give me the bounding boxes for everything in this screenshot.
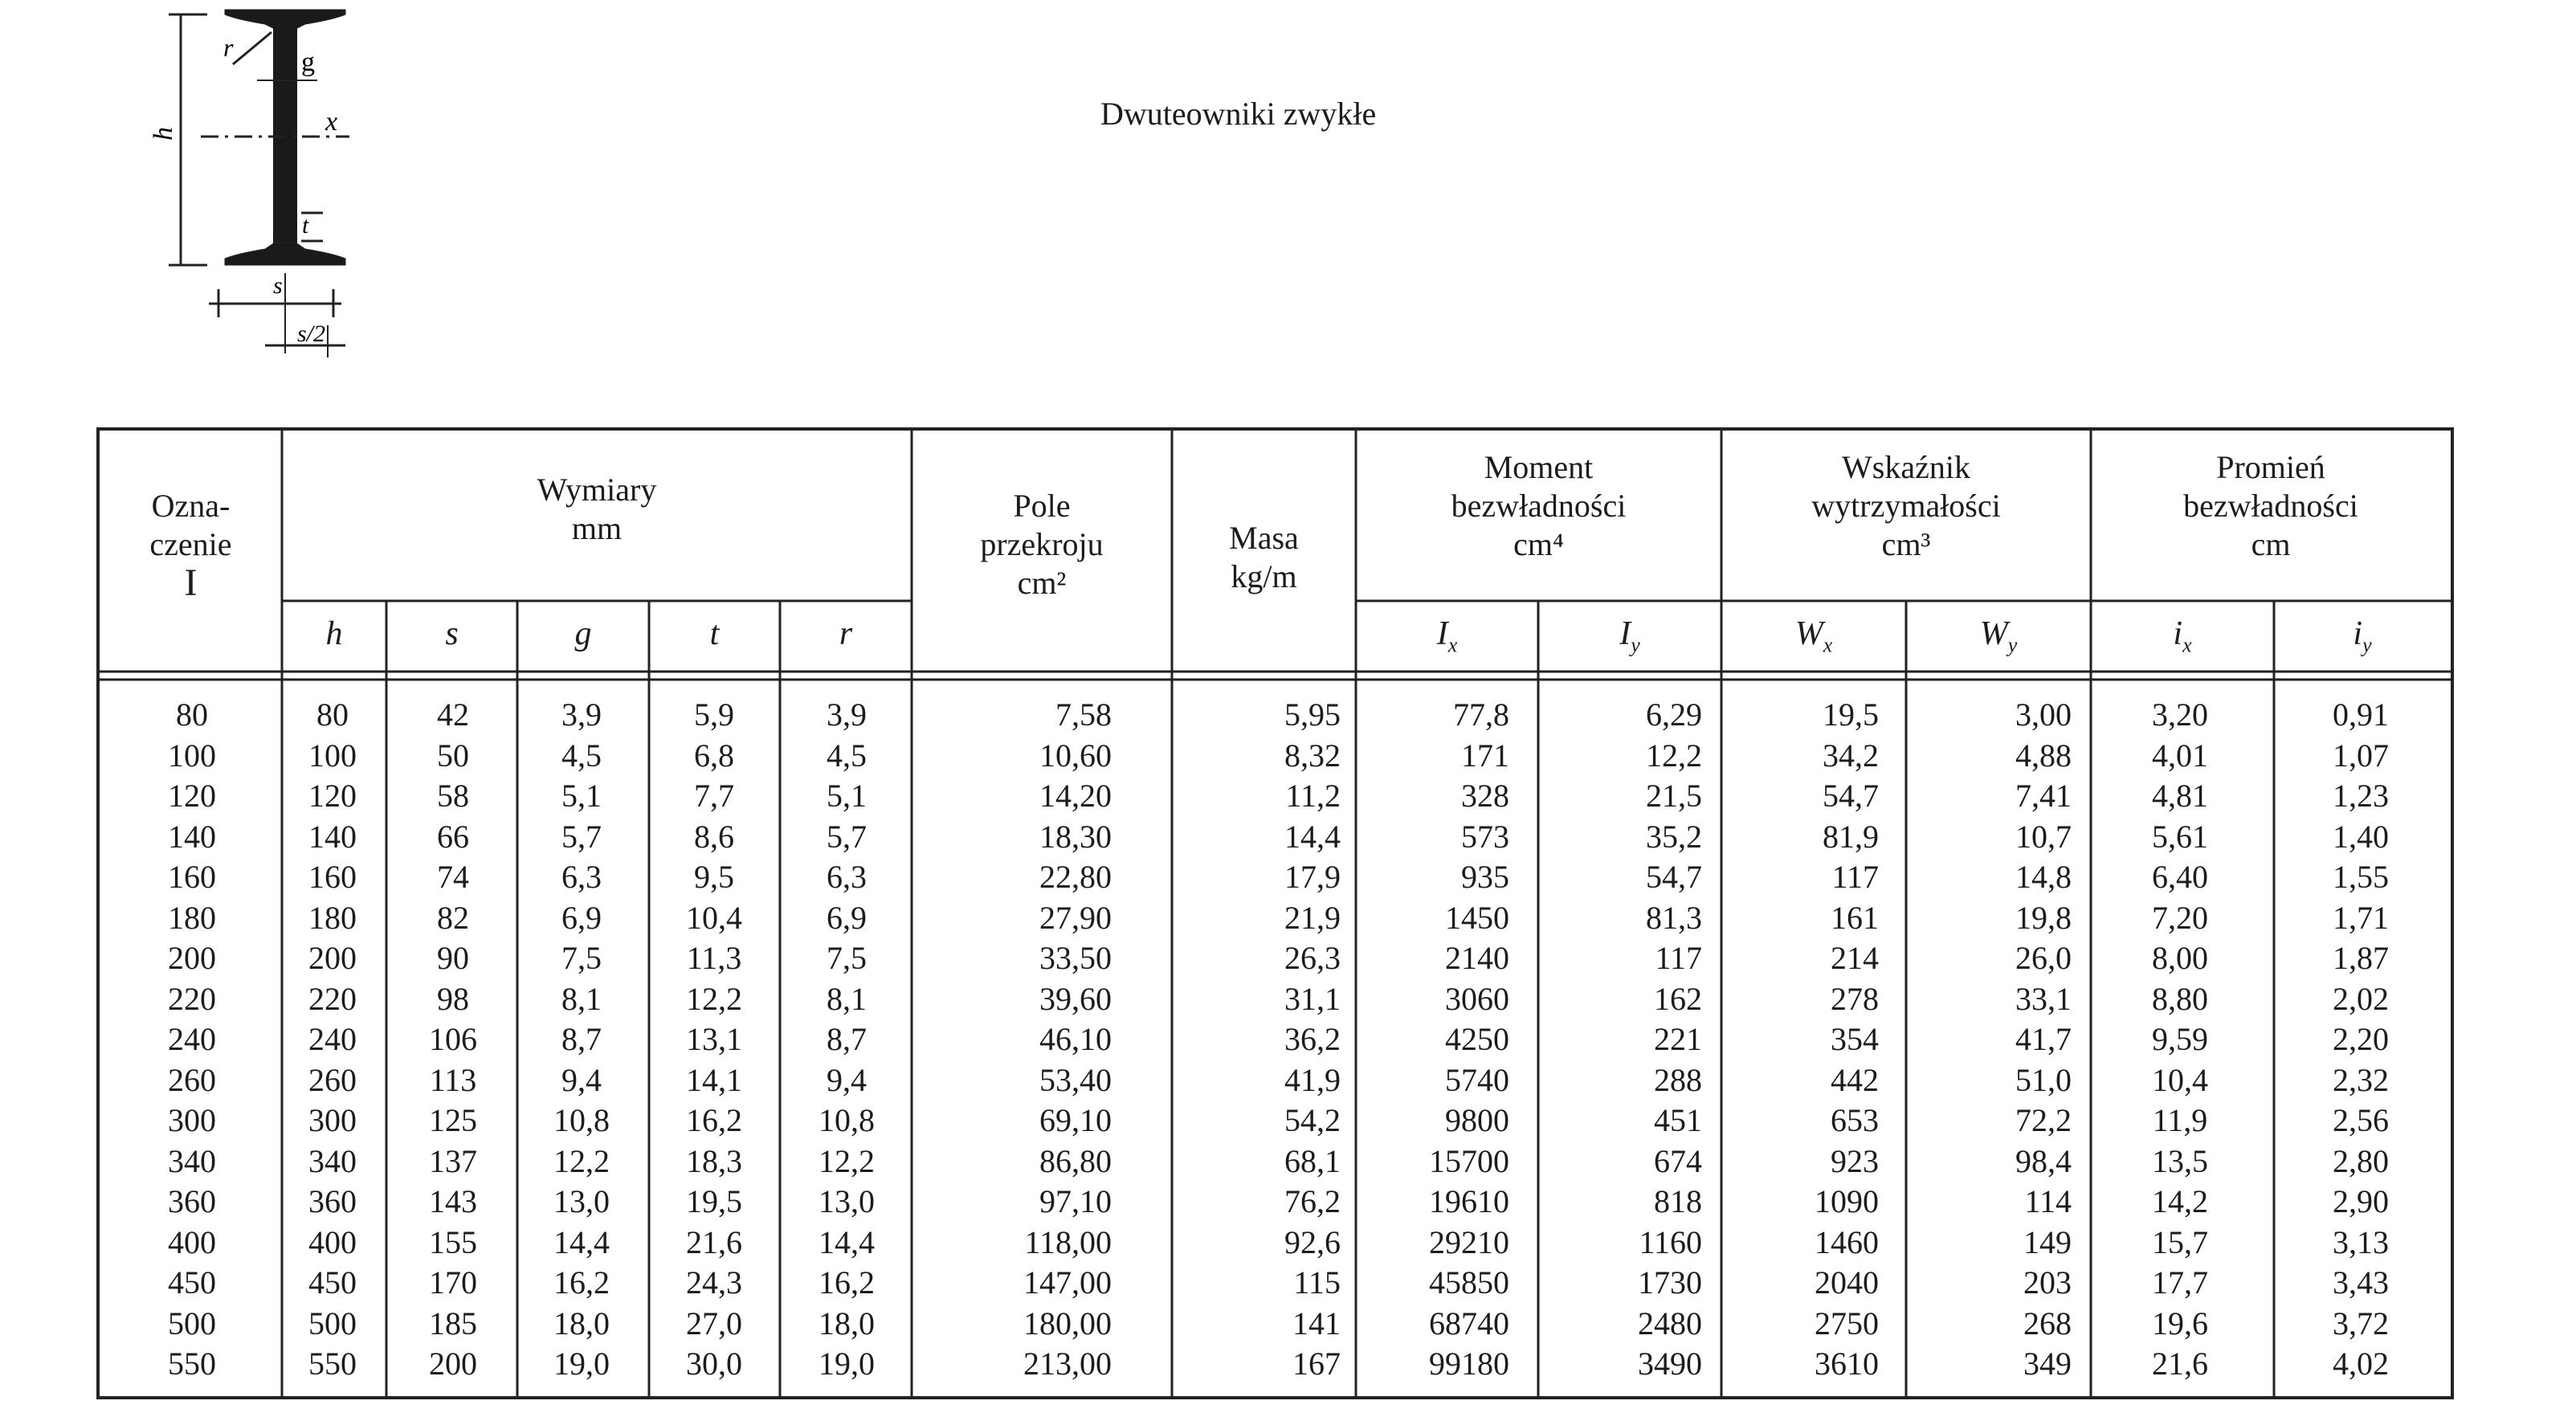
table-row <box>100 939 2451 979</box>
cell-h: 260 <box>308 1061 357 1098</box>
cell-iy-moment: 674 <box>1654 1142 1702 1179</box>
cell-mass: 36,2 <box>1284 1021 1341 1057</box>
cell-wy: 72,2 <box>2015 1102 2072 1138</box>
cell-designation: 500 <box>168 1305 216 1342</box>
cell-s: 98 <box>437 980 469 1017</box>
cell-area: 7,58 <box>1055 696 1112 733</box>
cell-iy-moment: 81,3 <box>1646 899 1702 936</box>
subheader-s: s <box>445 615 459 652</box>
cell-g: 10,8 <box>553 1102 610 1138</box>
cell-mass: 8,32 <box>1284 737 1341 774</box>
table-row <box>100 899 2451 939</box>
cell-ix-radius: 4,01 <box>2152 737 2208 774</box>
cell-r: 5,7 <box>827 818 867 855</box>
cell-area: 147,00 <box>1023 1264 1112 1301</box>
cell-ix-moment: 4250 <box>1445 1021 1509 1057</box>
cell-s: 90 <box>437 940 469 976</box>
cell-ix-radius: 13,5 <box>2152 1142 2208 1179</box>
cell-mass: 26,3 <box>1284 940 1341 976</box>
cell-designation: 360 <box>168 1183 216 1219</box>
cell-ix-radius: 15,7 <box>2152 1223 2208 1260</box>
cell-ix-moment: 5740 <box>1445 1061 1509 1098</box>
cell-wy: 14,8 <box>2015 859 2072 895</box>
cell-g: 9,4 <box>561 1061 602 1098</box>
cell-ix-moment: 2140 <box>1445 940 1509 976</box>
cell-g: 3,9 <box>561 696 602 733</box>
cell-wx: 653 <box>1831 1102 1879 1138</box>
cell-r: 5,1 <box>827 778 867 814</box>
cell-r: 3,9 <box>827 696 867 733</box>
cell-t: 9,5 <box>694 859 734 895</box>
cell-iy-radius: 2,80 <box>2333 1142 2389 1179</box>
cell-r: 8,7 <box>827 1021 867 1057</box>
cell-s: 125 <box>429 1102 477 1138</box>
cell-iy-radius: 2,20 <box>2333 1021 2389 1057</box>
cell-wy: 268 <box>2023 1305 2072 1342</box>
cell-g: 14,4 <box>553 1223 610 1260</box>
cell-ix-moment: 29210 <box>1429 1223 1509 1260</box>
label-x: x <box>325 107 338 137</box>
cell-ix-radius: 17,7 <box>2152 1264 2208 1301</box>
cell-wy: 41,7 <box>2015 1021 2072 1057</box>
label-g: g <box>301 47 315 77</box>
label-s: s <box>273 272 283 299</box>
cell-r: 6,3 <box>827 859 867 895</box>
cell-iy-radius: 1,55 <box>2333 859 2389 895</box>
cell-h: 80 <box>316 696 349 733</box>
cell-g: 13,0 <box>553 1183 610 1219</box>
cell-wx: 161 <box>1831 899 1879 936</box>
cell-wy: 26,0 <box>2015 940 2072 976</box>
cell-r: 4,5 <box>827 737 867 774</box>
cell-designation: 80 <box>176 696 208 733</box>
cell-r: 6,9 <box>827 899 867 936</box>
table-row <box>100 858 2451 898</box>
cell-ix-moment: 573 <box>1461 818 1509 855</box>
subheader-wx: $W_x$ <box>1794 615 1833 657</box>
header-mass: Masa kg/m <box>1229 520 1299 594</box>
cell-area: 18,30 <box>1039 818 1112 855</box>
cell-wy: 114 <box>2024 1183 2072 1219</box>
cell-iy-moment: 818 <box>1654 1183 1702 1219</box>
subheader-r: r <box>839 615 853 652</box>
cell-iy-radius: 2,90 <box>2333 1183 2389 1219</box>
cell-iy-radius: 3,72 <box>2333 1305 2389 1342</box>
cell-wy: 19,8 <box>2015 899 2072 936</box>
cell-area: 180,00 <box>1023 1305 1112 1342</box>
cell-iy-radius: 2,56 <box>2333 1102 2389 1138</box>
subheader-h: h <box>325 615 343 652</box>
cell-t: 8,6 <box>694 818 734 855</box>
cell-h: 100 <box>308 737 357 774</box>
cell-mass: 167 <box>1292 1346 1341 1382</box>
cell-designation: 400 <box>168 1223 216 1260</box>
page-title: Dwuteowniki zwykłe <box>1100 96 1377 132</box>
header-section-modulus: Wskaźnik wytrzymałości cm³ <box>1811 449 2001 562</box>
cell-iy-radius: 1,40 <box>2333 818 2389 855</box>
cell-designation: 340 <box>168 1142 216 1179</box>
cell-mass: 92,6 <box>1284 1223 1341 1260</box>
cell-iy-radius: 1,23 <box>2333 778 2389 814</box>
header-designation: Ozna- czenie I <box>100 487 282 602</box>
label-s-half: s/2 <box>297 321 326 347</box>
table-row <box>100 980 2451 1020</box>
cell-h: 450 <box>308 1264 357 1301</box>
cell-s: 58 <box>437 778 469 814</box>
cell-t: 14,1 <box>686 1061 742 1098</box>
cell-h: 550 <box>308 1346 357 1382</box>
cell-wx: 214 <box>1831 940 1879 976</box>
cell-s: 137 <box>429 1142 477 1179</box>
cell-s: 155 <box>429 1223 477 1260</box>
cell-iy-moment: 1160 <box>1639 1223 1702 1260</box>
table-row <box>100 1264 2451 1304</box>
table-row <box>100 1223 2451 1264</box>
cell-wy: 33,1 <box>2015 980 2072 1017</box>
table-row <box>100 1020 2451 1060</box>
cell-mass: 14,4 <box>1284 818 1341 855</box>
cell-r: 8,1 <box>827 980 867 1017</box>
cell-area: 97,10 <box>1039 1183 1112 1219</box>
cell-ix-radius: 7,20 <box>2152 899 2208 936</box>
cell-ix-radius: 19,6 <box>2152 1305 2208 1342</box>
cell-iy-moment: 12,2 <box>1646 737 1702 774</box>
cell-area: 39,60 <box>1039 980 1112 1017</box>
cell-designation: 550 <box>168 1346 216 1382</box>
cell-r: 7,5 <box>827 940 867 976</box>
cell-designation: 140 <box>168 818 216 855</box>
cell-wx: 1460 <box>1815 1223 1879 1260</box>
cell-ix-moment: 99180 <box>1429 1346 1509 1382</box>
cell-t: 13,1 <box>686 1021 742 1057</box>
cell-area: 46,10 <box>1039 1021 1112 1057</box>
cell-designation: 200 <box>168 940 216 976</box>
cell-iy-moment: 1730 <box>1638 1264 1702 1301</box>
cell-mass: 141 <box>1292 1305 1341 1342</box>
cell-iy-moment: 35,2 <box>1646 818 1702 855</box>
cell-s: 170 <box>429 1264 477 1301</box>
cell-h: 400 <box>308 1223 357 1260</box>
cell-r: 13,0 <box>819 1183 875 1219</box>
cell-area: 27,90 <box>1039 899 1112 936</box>
subheader-ix-moment: $I_x$ <box>1436 615 1458 657</box>
cell-wy: 203 <box>2023 1264 2072 1301</box>
cell-ix-moment: 935 <box>1461 859 1509 895</box>
cell-r: 18,0 <box>819 1305 875 1342</box>
cell-g: 8,1 <box>561 980 602 1017</box>
cell-h: 120 <box>308 778 357 814</box>
cell-iy-radius: 1,07 <box>2333 737 2389 774</box>
cell-ix-moment: 171 <box>1461 737 1509 774</box>
table-row <box>100 1101 2451 1141</box>
cell-iy-moment: 162 <box>1654 980 1702 1017</box>
cell-mass: 11,2 <box>1285 778 1341 814</box>
cell-s: 82 <box>437 899 469 936</box>
cell-area: 213,00 <box>1023 1346 1112 1382</box>
cell-ix-radius: 14,2 <box>2152 1183 2208 1219</box>
cell-g: 7,5 <box>561 940 602 976</box>
cell-wy: 7,41 <box>2015 778 2072 814</box>
cell-ix-radius: 9,59 <box>2152 1021 2208 1057</box>
cell-s: 42 <box>437 696 469 733</box>
cell-iy-radius: 1,87 <box>2333 940 2389 976</box>
cell-iy-moment: 288 <box>1654 1061 1702 1098</box>
table-row <box>100 1305 2451 1345</box>
cell-wx: 2040 <box>1815 1264 1879 1301</box>
cell-r: 14,4 <box>819 1223 875 1260</box>
cell-iy-moment: 21,5 <box>1646 778 1702 814</box>
cell-ix-moment: 3060 <box>1445 980 1509 1017</box>
cell-ix-radius: 10,4 <box>2152 1061 2208 1098</box>
cell-mass: 76,2 <box>1284 1183 1341 1219</box>
cell-h: 180 <box>308 899 357 936</box>
cell-g: 6,3 <box>561 859 602 895</box>
cell-designation: 260 <box>168 1061 216 1098</box>
cell-ix-radius: 8,80 <box>2152 980 2208 1017</box>
cell-h: 360 <box>308 1183 357 1219</box>
cell-ix-moment: 77,8 <box>1453 696 1509 733</box>
cell-g: 8,7 <box>561 1021 602 1057</box>
i-beam-table <box>96 427 2454 1399</box>
cell-r: 16,2 <box>819 1264 875 1301</box>
cell-designation: 160 <box>168 859 216 895</box>
cell-iy-moment: 2480 <box>1638 1305 1702 1342</box>
cell-g: 12,2 <box>553 1142 610 1179</box>
cell-area: 10,60 <box>1039 737 1112 774</box>
cell-area: 118,00 <box>1024 1223 1112 1260</box>
cell-s: 113 <box>429 1061 477 1098</box>
cell-designation: 220 <box>168 980 216 1017</box>
cell-ix-moment: 68740 <box>1429 1305 1509 1342</box>
cell-t: 5,9 <box>694 696 734 733</box>
cell-h: 340 <box>308 1142 357 1179</box>
subheader-wy: $W_y$ <box>1979 615 2018 657</box>
cell-t: 18,3 <box>686 1142 742 1179</box>
cell-g: 16,2 <box>553 1264 610 1301</box>
cell-designation: 240 <box>168 1021 216 1057</box>
cell-ix-moment: 19610 <box>1429 1183 1509 1219</box>
cell-h: 500 <box>308 1305 357 1342</box>
cell-mass: 41,9 <box>1284 1061 1341 1098</box>
cell-h: 220 <box>308 980 357 1017</box>
cell-s: 66 <box>437 818 469 855</box>
cell-wx: 278 <box>1831 980 1879 1017</box>
table-row <box>100 1142 2451 1182</box>
cell-t: 10,4 <box>686 899 742 936</box>
cell-iy-radius: 2,02 <box>2333 980 2389 1017</box>
cell-mass: 31,1 <box>1284 980 1341 1017</box>
cell-t: 16,2 <box>686 1102 742 1138</box>
cell-s: 50 <box>437 737 469 774</box>
cell-r: 19,0 <box>819 1346 875 1382</box>
cell-mass: 21,9 <box>1284 899 1341 936</box>
cell-wx: 19,5 <box>1823 696 1879 733</box>
label-r: r <box>223 33 234 62</box>
table-row <box>100 1061 2451 1101</box>
header-area: Pole przekroju cm² <box>980 488 1104 601</box>
cell-s: 200 <box>429 1346 477 1382</box>
cell-ix-radius: 5,61 <box>2152 818 2208 855</box>
cell-wx: 54,7 <box>1823 778 1879 814</box>
cell-area: 14,20 <box>1039 778 1112 814</box>
cell-h: 200 <box>308 940 357 976</box>
cell-wx: 442 <box>1831 1061 1879 1098</box>
table-row <box>100 1345 2451 1385</box>
cell-h: 140 <box>308 818 357 855</box>
cell-ix-moment: 9800 <box>1445 1102 1509 1138</box>
i-section-icon: I <box>184 562 198 604</box>
cell-mass: 17,9 <box>1284 859 1341 895</box>
cell-wx: 923 <box>1831 1142 1879 1179</box>
cell-ix-radius: 8,00 <box>2152 940 2208 976</box>
header-moment-of-inertia: Moment bezwładności cm⁴ <box>1451 449 1627 562</box>
cell-wx: 3610 <box>1815 1346 1879 1382</box>
cell-wy: 349 <box>2023 1346 2072 1382</box>
cell-t: 6,8 <box>694 737 734 774</box>
cell-area: 22,80 <box>1039 859 1112 895</box>
cell-mass: 68,1 <box>1284 1142 1341 1179</box>
table-row <box>100 818 2451 858</box>
cell-designation: 180 <box>168 899 216 936</box>
cell-ix-radius: 11,9 <box>2152 1102 2208 1138</box>
cell-mass: 54,2 <box>1284 1102 1341 1138</box>
cell-r: 12,2 <box>819 1142 875 1179</box>
cell-ix-radius: 3,20 <box>2152 696 2208 733</box>
header-radius-of-gyration: Promień bezwładności cm <box>2183 449 2358 562</box>
cell-h: 160 <box>308 859 357 895</box>
subheader-g: g <box>574 615 592 652</box>
cell-wy: 4,88 <box>2015 737 2072 774</box>
cell-h: 240 <box>308 1021 357 1057</box>
subheader-t: t <box>709 615 720 652</box>
cell-designation: 300 <box>168 1102 216 1138</box>
cell-t: 7,7 <box>694 778 734 814</box>
cell-ix-radius: 21,6 <box>2152 1346 2208 1382</box>
label-h: h <box>149 127 178 141</box>
cell-iy-moment: 6,29 <box>1646 696 1702 733</box>
cell-mass: 5,95 <box>1284 696 1341 733</box>
cell-s: 106 <box>429 1021 477 1057</box>
cell-wy: 10,7 <box>2015 818 2072 855</box>
cell-designation: 100 <box>168 737 216 774</box>
cell-g: 5,1 <box>561 778 602 814</box>
cell-ix-moment: 328 <box>1461 778 1509 814</box>
cell-g: 5,7 <box>561 818 602 855</box>
table-row <box>100 1182 2451 1223</box>
cell-t: 12,2 <box>686 980 742 1017</box>
cell-t: 21,6 <box>686 1223 742 1260</box>
cell-g: 18,0 <box>553 1305 610 1342</box>
cell-h: 300 <box>308 1102 357 1138</box>
table-row <box>100 696 2451 736</box>
cell-wx: 2750 <box>1815 1305 1879 1342</box>
cell-iy-moment: 117 <box>1655 940 1702 976</box>
cell-wx: 354 <box>1831 1021 1879 1057</box>
cell-wy: 51,0 <box>2015 1061 2072 1098</box>
cell-t: 19,5 <box>686 1183 742 1219</box>
cell-ix-moment: 15700 <box>1429 1142 1509 1179</box>
cell-t: 30,0 <box>686 1346 742 1382</box>
cell-wx: 117 <box>1831 859 1879 895</box>
label-t: t <box>302 212 309 239</box>
cell-r: 10,8 <box>819 1102 875 1138</box>
cell-t: 24,3 <box>686 1264 742 1301</box>
cell-s: 185 <box>429 1305 477 1342</box>
cell-iy-radius: 0,91 <box>2333 696 2389 733</box>
cell-area: 69,10 <box>1039 1102 1112 1138</box>
cell-t: 11,3 <box>686 940 742 976</box>
cell-iy-moment: 54,7 <box>1646 859 1702 895</box>
subheader-iy-moment: $I_y$ <box>1619 615 1640 657</box>
cell-designation: 120 <box>168 778 216 814</box>
cell-s: 143 <box>429 1183 477 1219</box>
cell-ix-radius: 4,81 <box>2152 778 2208 814</box>
table-row <box>100 777 2451 817</box>
cell-area: 53,40 <box>1039 1061 1112 1098</box>
cell-area: 86,80 <box>1039 1142 1112 1179</box>
cell-wx: 34,2 <box>1823 737 1879 774</box>
cell-iy-moment: 3490 <box>1638 1346 1702 1382</box>
cell-iy-radius: 4,02 <box>2333 1346 2389 1382</box>
cell-g: 6,9 <box>561 899 602 936</box>
cell-t: 27,0 <box>686 1305 742 1342</box>
cell-wy: 149 <box>2023 1223 2072 1260</box>
cell-iy-radius: 3,13 <box>2333 1223 2389 1260</box>
cell-mass: 115 <box>1293 1264 1341 1301</box>
cell-g: 19,0 <box>553 1346 610 1382</box>
cell-wx: 1090 <box>1815 1183 1879 1219</box>
cell-iy-moment: 221 <box>1654 1021 1702 1057</box>
subheader-ix-radius: $i_x$ <box>2173 615 2192 657</box>
cell-iy-radius: 1,71 <box>2333 899 2389 936</box>
cell-s: 74 <box>437 859 469 895</box>
cell-g: 4,5 <box>561 737 602 774</box>
cell-ix-moment: 45850 <box>1429 1264 1509 1301</box>
cell-wx: 81,9 <box>1823 818 1879 855</box>
cell-iy-radius: 3,43 <box>2333 1264 2389 1301</box>
cell-wy: 3,00 <box>2015 696 2072 733</box>
cell-designation: 450 <box>168 1264 216 1301</box>
subheader-iy-radius: $i_y$ <box>2353 615 2372 657</box>
table-row <box>100 737 2451 777</box>
i-beam-section-diagram <box>145 0 386 370</box>
header-dimensions: Wymiary mm <box>537 472 657 546</box>
cell-wy: 98,4 <box>2015 1142 2072 1179</box>
cell-iy-moment: 451 <box>1654 1102 1702 1138</box>
cell-iy-radius: 2,32 <box>2333 1061 2389 1098</box>
cell-ix-moment: 1450 <box>1445 899 1509 936</box>
cell-ix-radius: 6,40 <box>2152 859 2208 895</box>
cell-area: 33,50 <box>1039 940 1112 976</box>
cell-r: 9,4 <box>827 1061 867 1098</box>
